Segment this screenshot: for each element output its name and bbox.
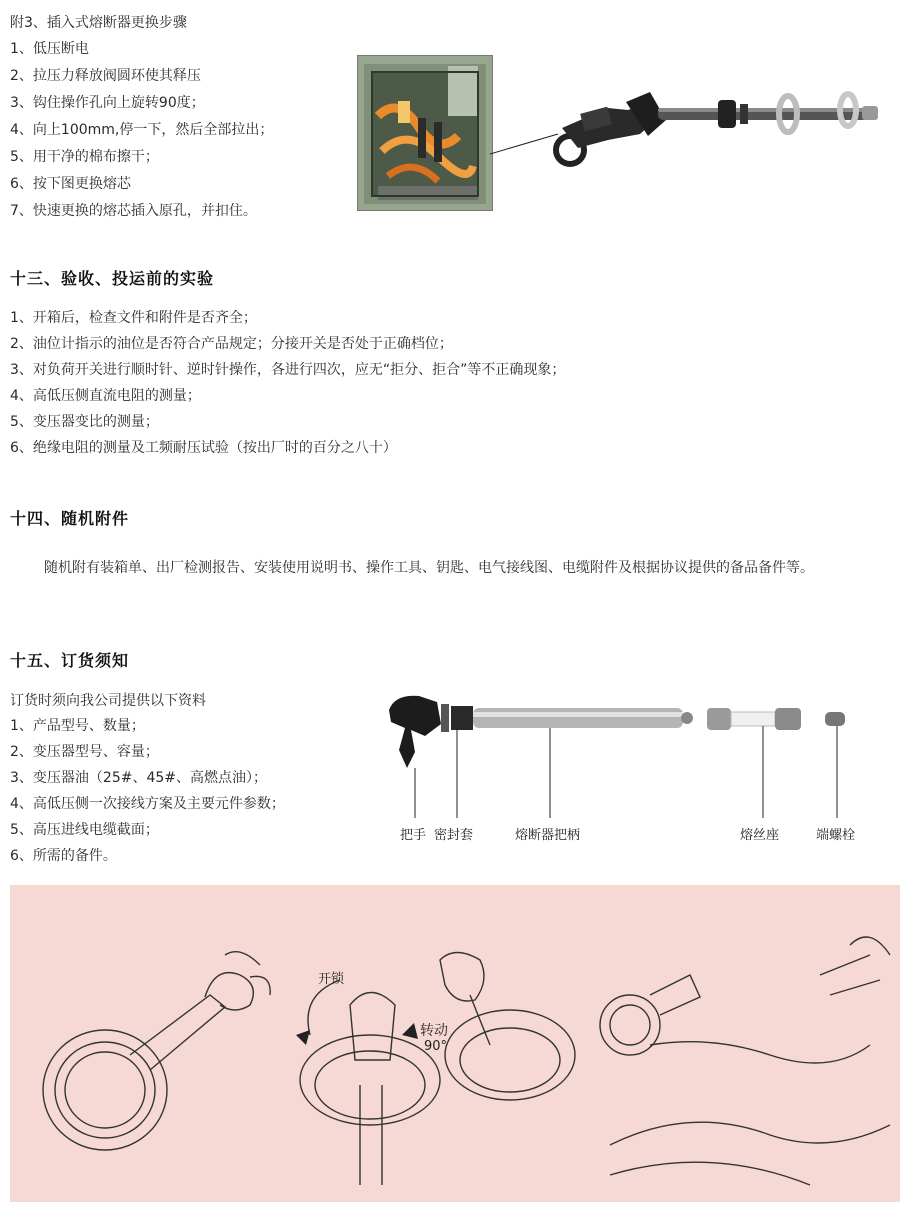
label-seal: 密封套 (434, 828, 474, 843)
transformer-compartment-photo (357, 55, 493, 211)
list-item: 7、快速更换的熔芯插入原孔，并扣住。 (10, 203, 257, 219)
label-handle: 把手 (400, 828, 427, 843)
replacement-steps-drawing (10, 885, 900, 1202)
section-15-heading: 十五、订货须知 (10, 651, 130, 670)
section-14-heading: 十四、随机附件 (10, 509, 130, 528)
list-item: 3、变压器油（25#、45#、高燃点油）； (10, 770, 267, 786)
section-14-paragraph: 随机附有装箱单、出厂检测报告、安装使用说明书、操作工具、钥匙、电气接线图、电缆附件及根据协议提供的备品备件等。 (44, 560, 814, 576)
list-item: 3、钩住操作孔向上旋转90度； (10, 95, 205, 111)
list-item: 2、油位计指示的油位是否符合产品规定；分接开关是否处于正确档位； (10, 336, 453, 352)
fuse-assembly-image (548, 80, 884, 180)
list-item: 4、高低压侧一次接线方案及主要元件参数； (10, 796, 285, 812)
list-item: 5、用干净的棉布擦干； (10, 149, 159, 165)
section-13-heading: 十三、验收、投运前的实验 (10, 269, 215, 288)
angle-label: 90° (424, 1039, 448, 1054)
section-15-intro: 订货时须向我公司提供以下资料 (10, 693, 206, 709)
list-item: 1、低压断电 (10, 41, 89, 57)
list-item: 6、按下图更换熔芯 (10, 176, 131, 192)
list-item: 3、对负荷开关进行顺时针、逆时针操作，各进行四次，应无“拒分、拒合”等不正确现象； (10, 362, 566, 378)
list-item: 5、变压器变比的测量； (10, 414, 159, 430)
label-end-bolt: 端螺栓 (816, 828, 856, 843)
rotate-label: 转动 (420, 1023, 448, 1039)
replacement-illustration-panel (10, 885, 900, 1202)
label-fuse-handle: 熔断器把柄 (515, 828, 581, 843)
label-fuse-base: 熔丝座 (740, 828, 780, 843)
list-item: 6、所需的备件。 (10, 848, 117, 864)
list-item: 2、拉压力释放阀圆环使其释压 (10, 68, 201, 84)
list-item: 6、绝缘电阻的测量及工频耐压试验（按出厂时的百分之八十） (10, 440, 397, 456)
list-item: 1、产品型号、数量； (10, 718, 145, 734)
unlock-label: 开锁 (318, 972, 345, 987)
appendix-title: 附3、插入式熔断器更换步骤 (10, 15, 187, 31)
list-item: 2、变压器型号、容量； (10, 744, 159, 760)
list-item: 1、开箱后，检查文件和附件是否齐全； (10, 310, 257, 326)
list-item: 5、高压进线电缆截面； (10, 822, 159, 838)
fuse-parts-diagram (385, 690, 865, 820)
list-item: 4、向上100mm,停一下，然后全部拉出； (10, 122, 274, 138)
list-item: 4、高低压侧直流电阻的测量； (10, 388, 201, 404)
